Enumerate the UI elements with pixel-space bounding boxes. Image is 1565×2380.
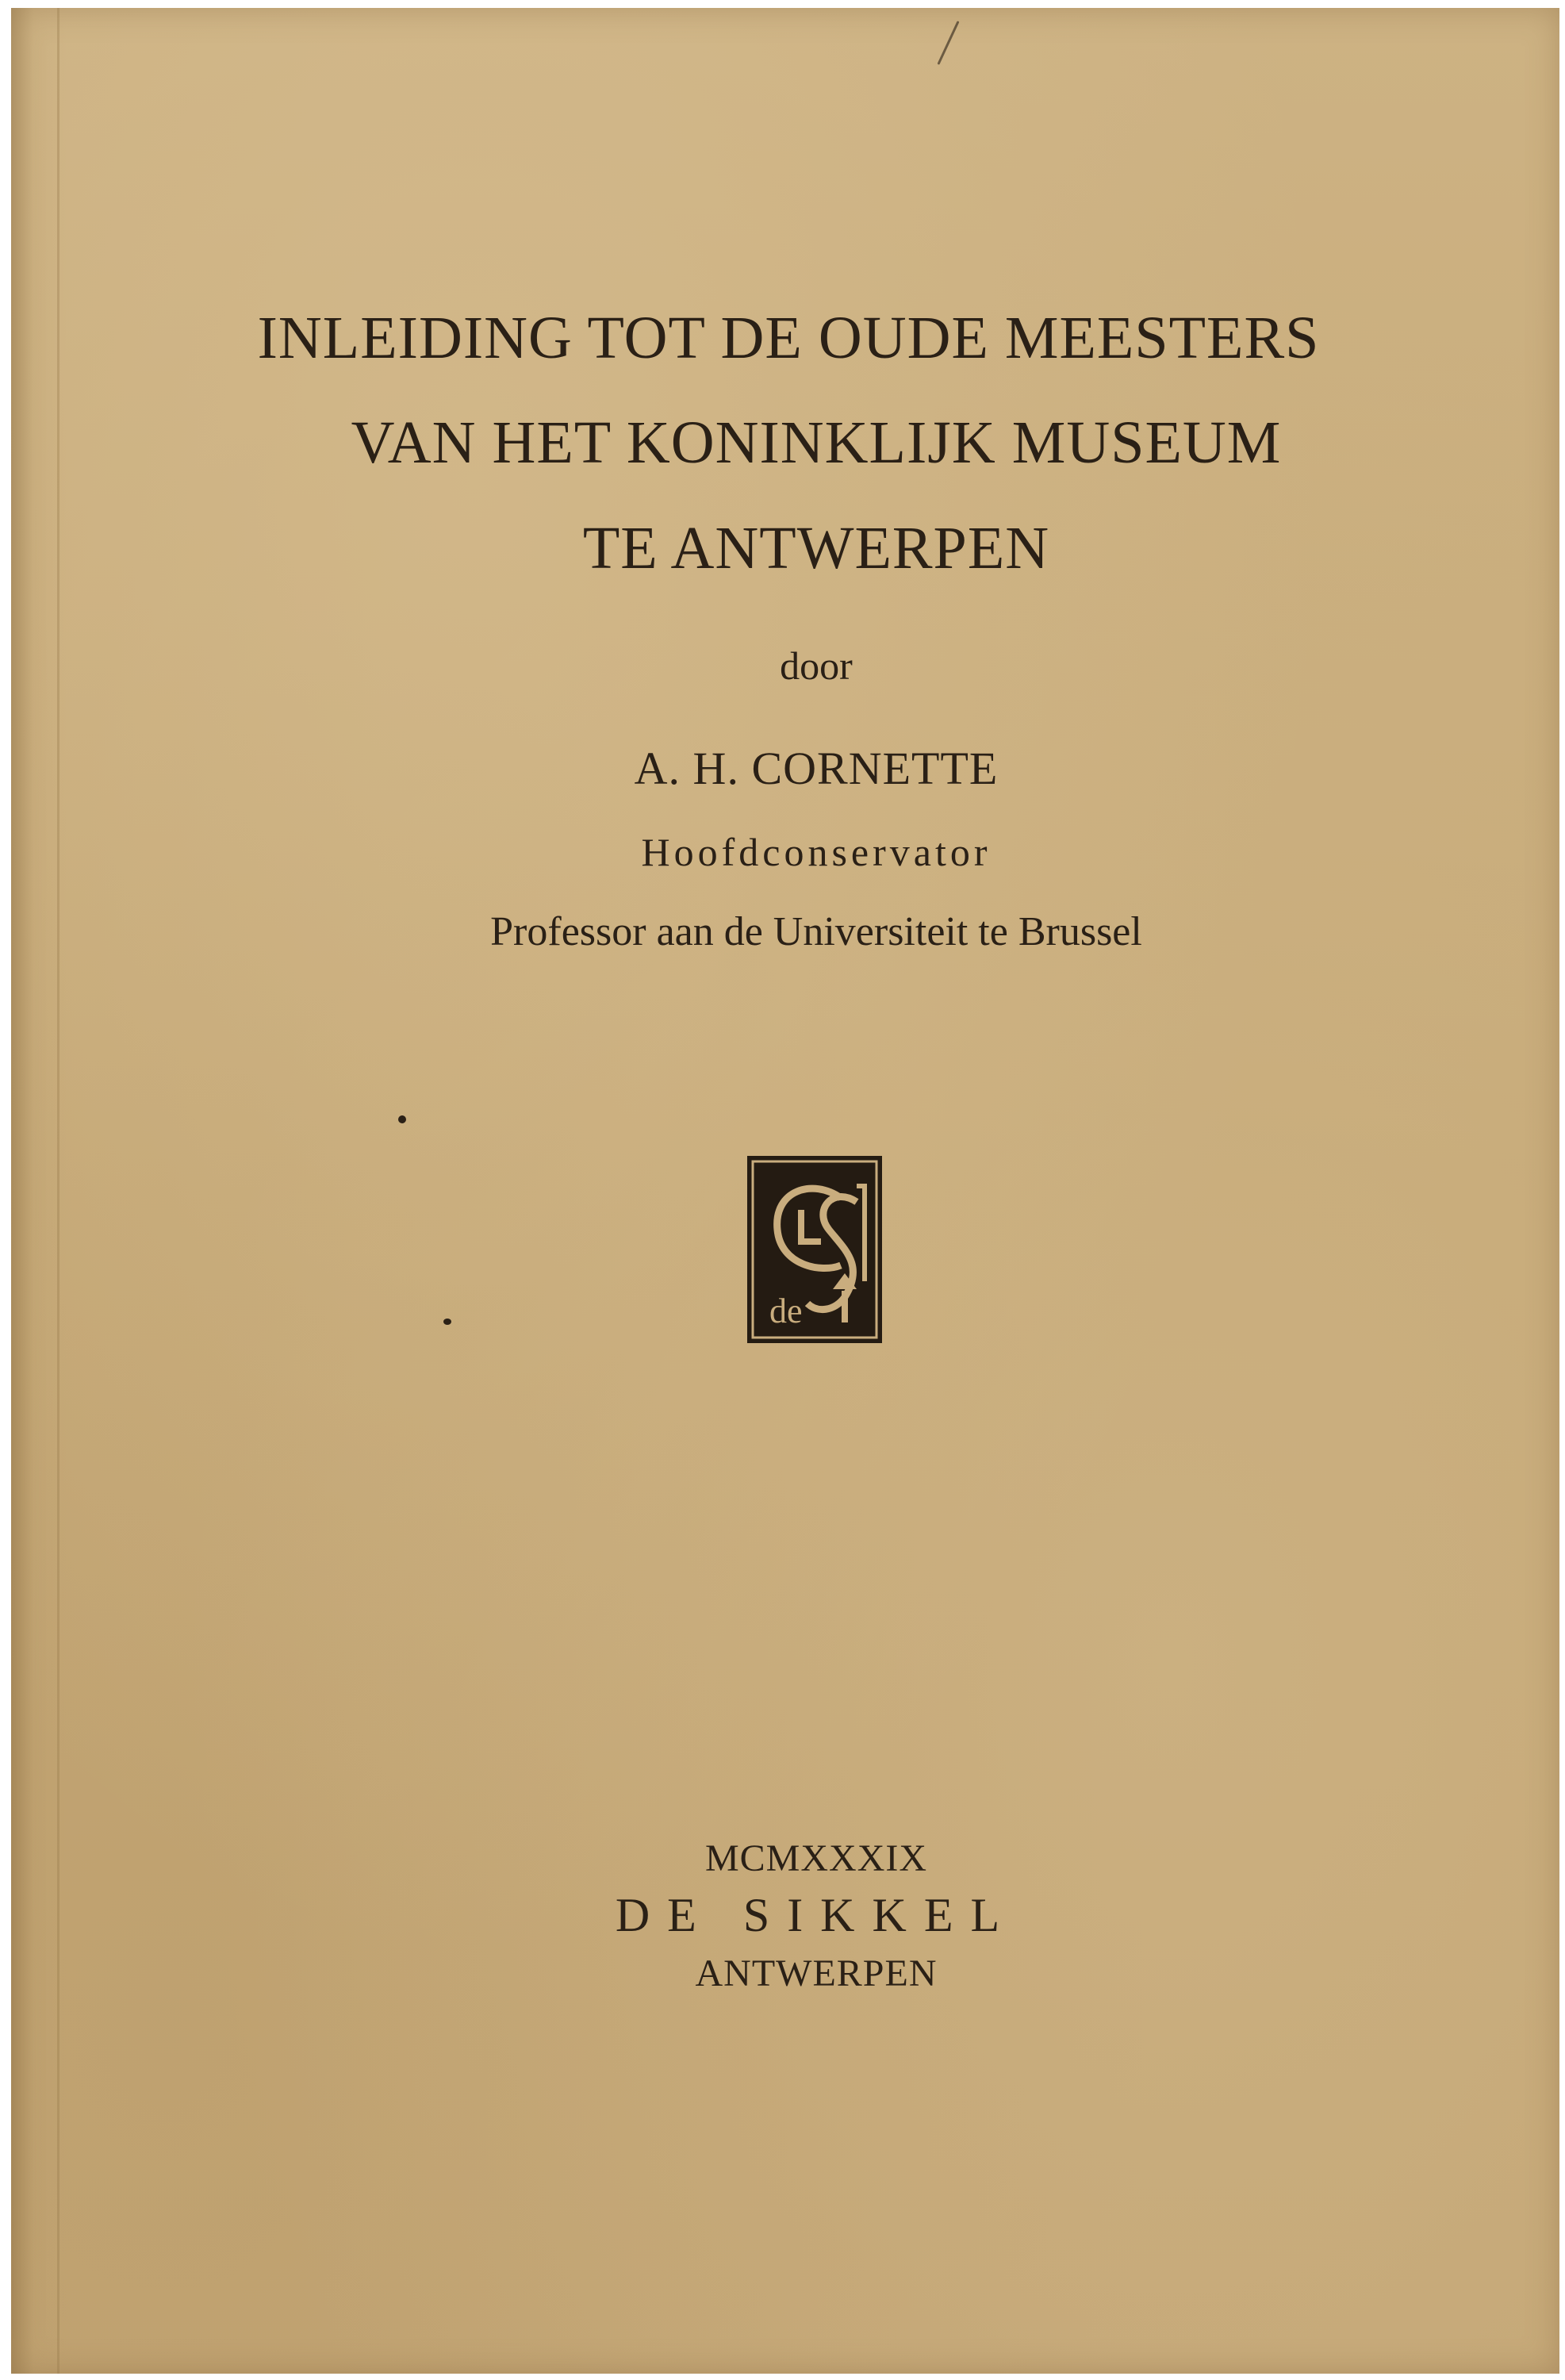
cover-fold-line xyxy=(57,8,59,2374)
paper-mark xyxy=(937,21,959,65)
title-line-3: TE ANTWERPEN xyxy=(582,515,1050,582)
by-label: door xyxy=(780,643,853,688)
publisher-name: DE SIKKEL xyxy=(615,1889,1018,1941)
emblem-letters: de xyxy=(769,1292,803,1330)
publication-year: MCMXXXIX xyxy=(704,1837,927,1879)
paper-speck xyxy=(443,1319,451,1325)
publisher-city: ANTWERPEN xyxy=(695,1952,938,1994)
book-cover xyxy=(11,8,1559,2374)
paper-speck xyxy=(398,1115,406,1123)
author-position: Professor aan de Universiteit te Brussel xyxy=(490,909,1142,954)
author-role: Hoofdconservator xyxy=(641,830,992,874)
title-line-2: VAN HET KONINKLIJK MUSEUM xyxy=(351,409,1282,476)
title-line-1: INLEIDING TOT DE OUDE MEESTERS xyxy=(257,305,1320,371)
publisher-emblem-icon xyxy=(746,1154,884,1345)
author-name: A. H. CORNETTE xyxy=(634,743,999,794)
